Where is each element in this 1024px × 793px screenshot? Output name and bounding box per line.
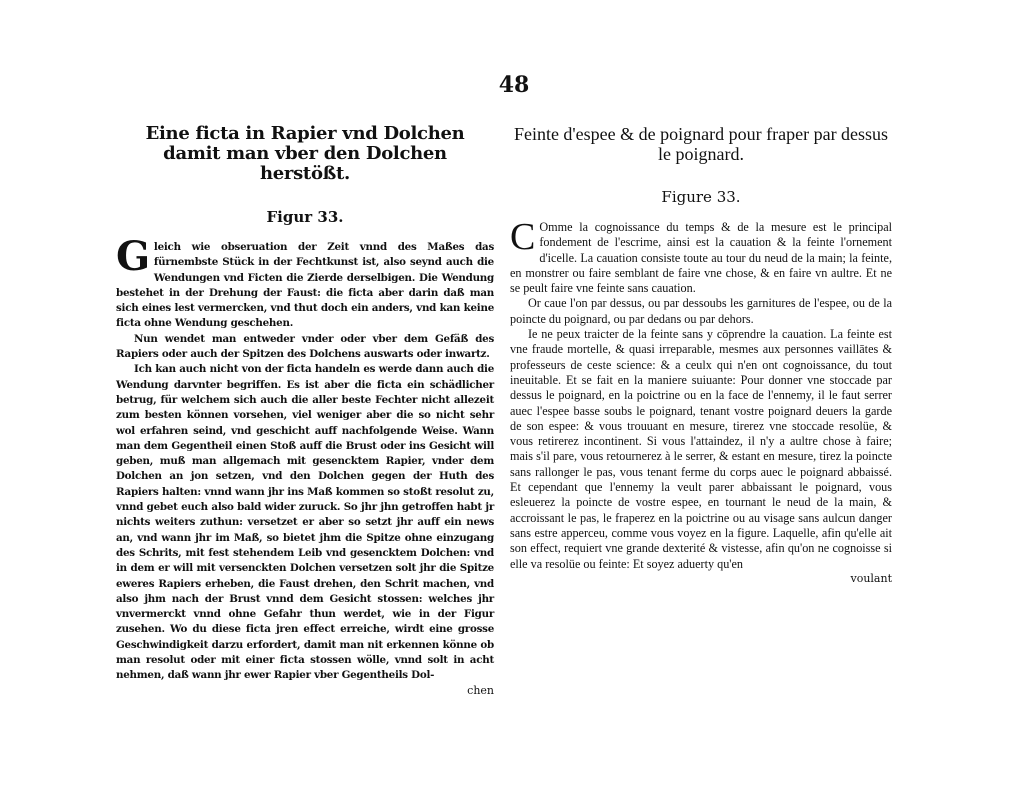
german-paragraph: Ich kan auch nicht von der ficta handeln es werde dann auch die Wendung darvnter begriffen. Es ist aber die ficta ein schädlicher betrug, für welchem sich auch die aller beste Fechter nicht allezeit zum besten können vorsehen, viel weniger aber die so nicht sehr wol erfahren seind, vnd geschicht auff nachfolgende Weise. Wann man dem Gegentheil einen Stoß auff die Brust oder ins Gesicht will geben, muß man allgemach mit gesencktem Rapier, vnder dem Dolchen an jon setzen, vnd den Dolchen gegen der Huth des Rapiers halten: vnnd wann jhr ins Maß kommen so stoßt resolut zu, vnnd gebet euch also bald wider zuruck. So jhr jhn getroffen habt jr nichts weiters zuthun: versetzet er aber so setzt jhr auff ein news an, vnd wann jhr im Maß, so bietet jhm die Spitze ohne einzugang des Schrits, mit fest stehendem Leib vnd gesencktem Dolchen: vnd in dem er will mit versenckten Dolchen versetzen solt jhr die Spitze eweres Rapiers erheben, die Faust drehen, den Schrit machen, vnd also jhm nach der Brust vnnd dem Gesicht stossen: welches jhr vnvermerckt vnnd ohne Gefahr thun werdet, wie in der Figur zusehen. Wo du diese ficta jren effect erreiche, wirdt eine grosse Geschwindigkeit darzu erfordert, damit man nit erkennen könne ob man resolut oder mit einer ficta stossen wölle, vnnd solt in acht nehmen, daß wann jhr ewer Rapier vber Gegentheils Dol- bbox=[116, 363, 494, 682]
french-paragraph: Ie ne peux traicter de la feinte sans y cōprendre la cauation. La feinte est vne fraude mortelle, & quasi irreparable, mesmes aux personnes vaillātes & professeurs de ceste science: & a ceulx qui n'en ont cognoissance, du tout ineuitable. Et se fait en la maniere suiuante: Pour donner vne stoccade par dessus le poignard, en la poictrine ou en la face de l'ennemy, il le faut serrer auec l'espee basse soubs le poignard, tenant vostre poignard deuers la garde de son espee: & vous trouuant en mesure, tirerez vne stoccade resolüe, & vous retirerez incontinent. Si vous l'attaindez, il n'y a aultre chose à faire; mais s'il pare, vous retournerez à le serrer, & estant en mesure, tirez la poincte sans rallonger le pas, vous tenant ferme du corps auec le poignard abbaissé. Et cependant que l'ennemy la veult parer abbaissant le poignard, vous esleuerez la poincte de vostre espee, en tournant le neud de la main, & accroissant le pas, le fraperez en la poictrine ou au visage sans aulcun danger sans estre apperceu, comme vous voyez en la figure. Laquelle, afin qu'elle ait son effect, requiert vne grande dexterité & vistesse, afin qu'on ne cognoisse si elle va resolüe ou feinte: Et soyez aduerty qu'en bbox=[510, 327, 892, 571]
french-catchword: voulant bbox=[850, 571, 892, 585]
german-dropcap: G bbox=[116, 233, 150, 280]
german-title: Eine ficta in Rapier vnd Dolchen damit man vber den Dolchen herstößt. bbox=[145, 123, 465, 184]
french-dropcap: C bbox=[510, 216, 536, 258]
german-body bbox=[116, 233, 494, 684]
german-paragraph bbox=[116, 233, 494, 332]
french-body bbox=[510, 216, 892, 572]
french-paragraph: Or caue l'on par dessus, ou par dessoubs les garnitures de l'espee, ou de la poincte du poignard, ou par dedans ou par dehors. bbox=[510, 296, 892, 326]
page-number: 48 bbox=[498, 72, 530, 98]
french-paragraph bbox=[510, 216, 892, 296]
german-catchword: chen bbox=[467, 683, 494, 697]
french-paragraph-text: Omme la cognoissance du temps & de la mesure est le principal fondement de l'escrime, ainsi est la cauation & la feinte l'ornement d'icelle. La cauation consiste toute au tour du neud de la main; la feinte, en monstrer ou faire semblant de faire vne chose, & en faire vn aultre. Et ne se peult faire vne feinte sans cauation. bbox=[510, 220, 892, 296]
german-paragraph: Nun wendet man entweder vnder oder vber dem Gefäß des Rapiers oder auch der Spitzen des Dolchens auswarts oder inwartz. bbox=[116, 332, 494, 361]
french-column bbox=[510, 124, 892, 585]
german-column bbox=[116, 124, 494, 697]
german-paragraph-text: leich wie obseruation der Zeit vnnd des Maßes das fürnembste Stück in der Fechtkunst ist, also seynd auch die Wendungen vnd Ficten die Zierde derselbigen. Die Wendung bestehet in der Drehung der Faust: die ficta aber darin daß man sich eines lest vermercken, vnd thut doch ein anders, vnd kan keine ficta ohne Wendung geschehen. bbox=[116, 241, 494, 330]
french-title: Feinte d'espee & de poignard pour fraper par dessus le poignard. bbox=[513, 124, 889, 164]
german-figure-label: Figur 33. bbox=[266, 208, 344, 226]
french-figure-label: Figure 33. bbox=[661, 188, 741, 206]
